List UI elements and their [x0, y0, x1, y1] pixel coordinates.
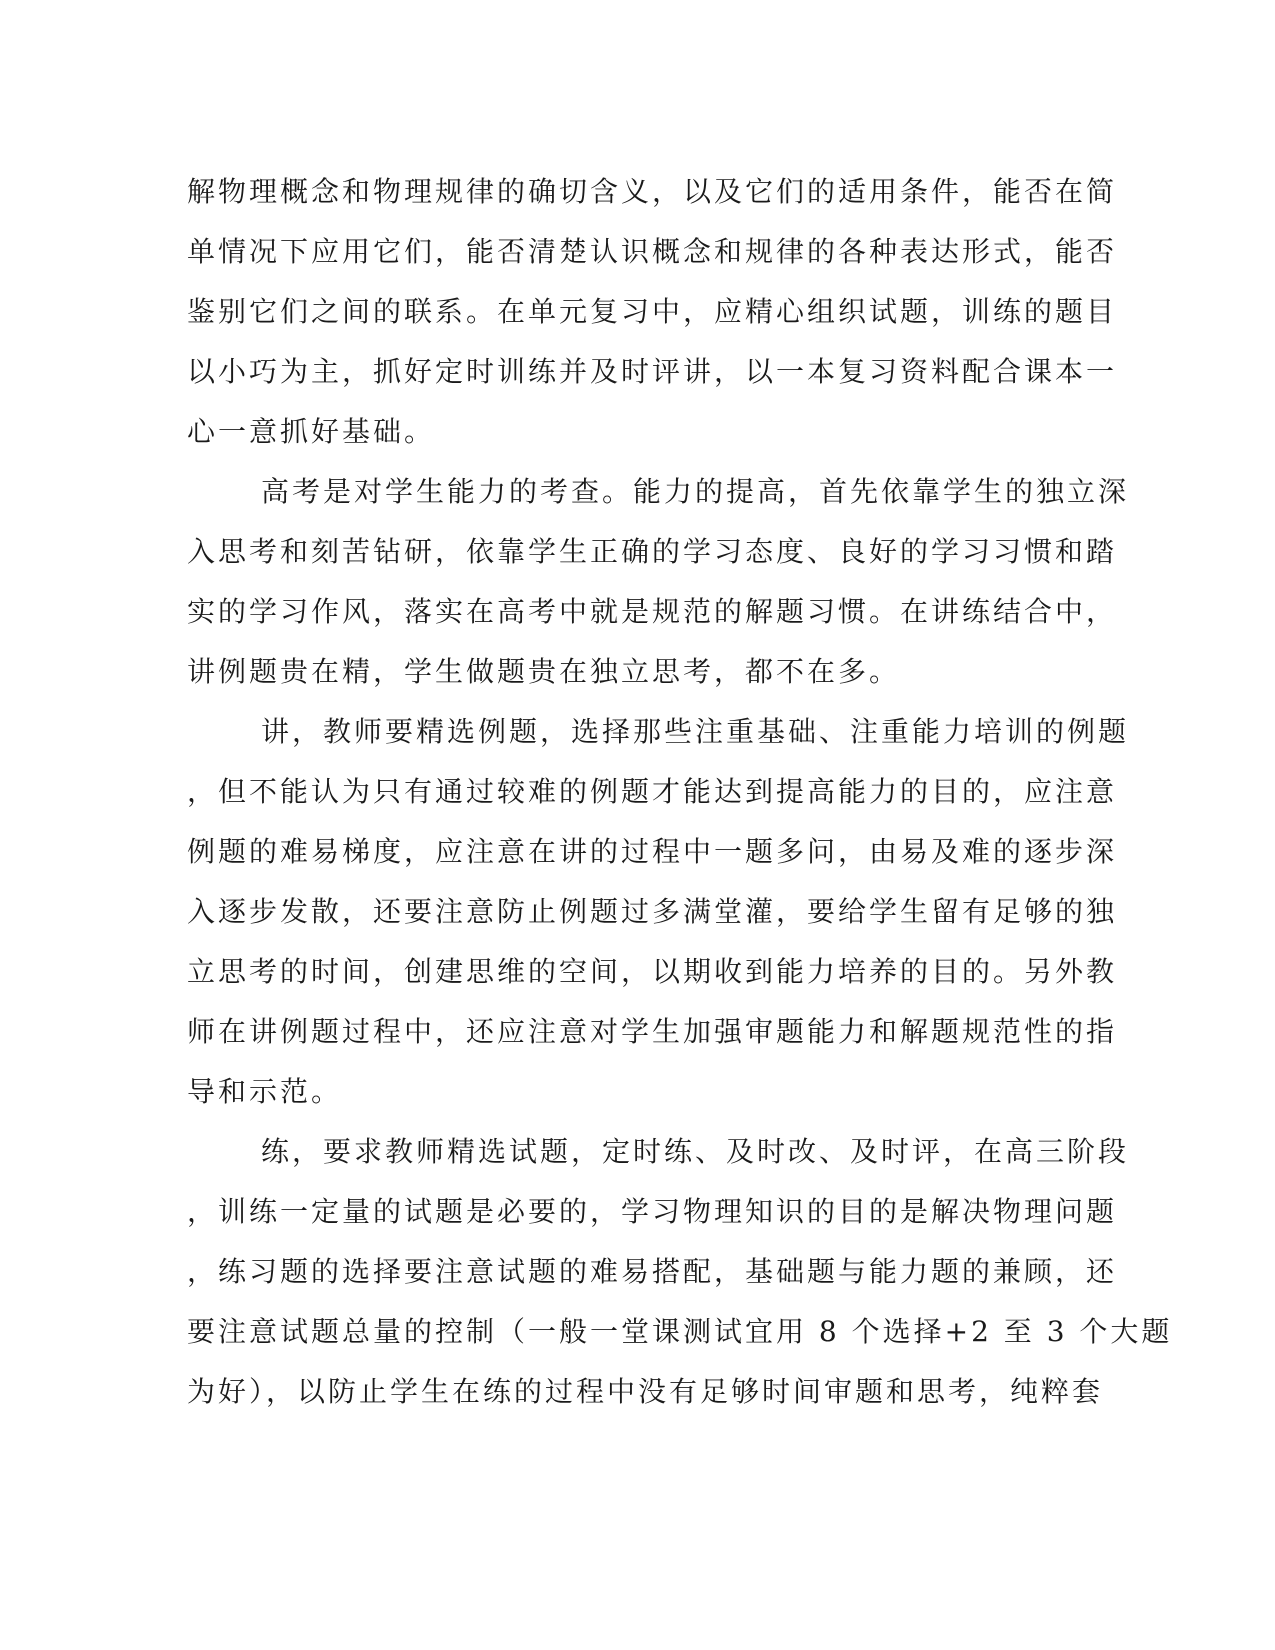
text-line: ，但不能认为只有通过较难的例题才能达到提高能力的目的，应注意	[187, 775, 1118, 808]
text-line: 师在讲例题过程中，还应注意对学生加强审题能力和解题规范性的指	[187, 1015, 1118, 1048]
text-line: 立思考的时间，创建思维的空间，以期收到能力培养的目的。另外教	[187, 955, 1118, 988]
text-line: 高考是对学生能力的考查。能力的提高，首先依靠学生的独立深	[261, 475, 1130, 508]
text-line: 实的学习作风，落实在高考中就是规范的解题习惯。在讲练结合中，	[187, 595, 1118, 628]
paragraph	[187, 702, 1130, 1122]
text-line: 为好），以防止学生在练的过程中没有足够时间审题和思考，纯粹套	[187, 1375, 1104, 1408]
text-line: 解物理概念和物理规律的确切含义，以及它们的适用条件，能否在简	[187, 175, 1118, 208]
text-line: ，训练一定量的试题是必要的，学习物理知识的目的是解决物理问题	[187, 1195, 1118, 1228]
paragraph	[187, 462, 1130, 702]
text-line: 讲例题贵在精，学生做题贵在独立思考，都不在多。	[187, 655, 901, 688]
text-line: ，练习题的选择要注意试题的难易搭配，基础题与能力题的兼顾，还	[187, 1255, 1118, 1288]
text-line: 例题的难易梯度，应注意在讲的过程中一题多问，由易及难的逐步深	[187, 835, 1118, 868]
text-line: 要注意试题总量的控制（一般一堂课测试宜用 8 个选择+2 至 3 个大题	[187, 1315, 1173, 1348]
text-line: 以小巧为主，抓好定时训练并及时评讲，以一本复习资料配合课本一	[187, 355, 1118, 388]
text-line: 导和示范。	[187, 1075, 343, 1108]
text-line: 练，要求教师精选试题，定时练、及时改、及时评，在高三阶段	[261, 1135, 1130, 1168]
document-body	[187, 162, 1173, 1422]
text-line: 入逐步发散，还要注意防止例题过多满堂灌，要给学生留有足够的独	[187, 895, 1118, 928]
paragraph	[187, 1122, 1173, 1422]
text-line: 讲，教师要精选例题，选择那些注重基础、注重能力培训的例题	[261, 715, 1130, 748]
text-line: 入思考和刻苦钻研，依靠学生正确的学习态度、良好的学习习惯和踏	[187, 535, 1118, 568]
text-line: 心一意抓好基础。	[187, 415, 436, 448]
paragraph	[187, 162, 1118, 462]
text-line: 鉴别它们之间的联系。在单元复习中，应精心组织试题，训练的题目	[187, 295, 1118, 328]
text-line: 单情况下应用它们，能否清楚认识概念和规律的各种表达形式，能否	[187, 235, 1118, 268]
